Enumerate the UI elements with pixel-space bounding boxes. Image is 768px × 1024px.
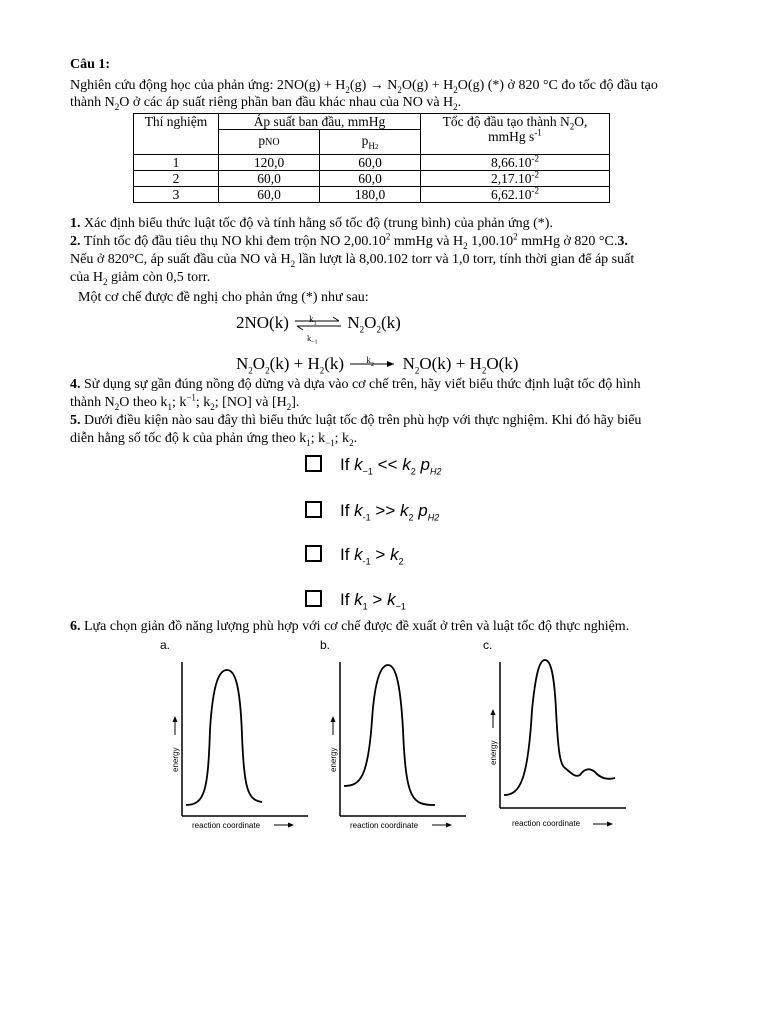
energy-curve (186, 670, 262, 805)
y-axis-label: energy (329, 747, 338, 772)
question-5-line-1: 5. Dưới điều kiện nào sau đây thì biểu thức luật tốc độ trên phù hợp với thực nghiệm. Khi đó hãy biểu (70, 413, 642, 428)
x-axis-label: reaction coordinate (512, 819, 581, 828)
diagram-c-label: c. (483, 638, 493, 652)
y-axis-label: energy (171, 747, 180, 772)
mechanism-step-1: 2NO(k) $k_1$ $k_{-1}$ $N_2O_2(k)$ (236, 313, 401, 346)
checkbox[interactable] (305, 590, 322, 607)
option-1[interactable]: If $k_{-1} << k_2$ $p_{H2}$ (305, 455, 441, 473)
experiment-table (133, 113, 610, 203)
table-row: 2 60,0 60,0 $2,17.10^{-2}$ (134, 171, 610, 187)
question-6: 6. Lựa chọn giản đồ năng lượng phù hợp với cơ chế được đề xuất ở trên và luật tốc độ thực nghiệm. (70, 619, 630, 634)
header-experiment: Thí nghiệm (134, 114, 219, 155)
checkbox[interactable] (305, 545, 322, 562)
question-4-line-1: 4. Sử dụng sự gần đúng nồng độ dừng và dựa vào cơ chế trên, hãy viết biểu thức định luật tốc độ hình (70, 377, 641, 392)
x-axis-label: reaction coordinate (192, 821, 261, 830)
question-1: 1. Xác định biểu thức luật tốc độ và tính hằng số tốc độ (trung bình) của phản ứng (*). (70, 216, 553, 231)
header-pressure: Áp suất ban đầu, mmHg (219, 114, 421, 130)
y-axis-label: energy (489, 740, 498, 765)
question-4-line-2: thành $N_2O$ theo $k_1$; $k^{-1}$; $k_2$; [NO] và $[H_2]$. (70, 392, 300, 412)
question-heading: Câu 1: (70, 57, 111, 72)
intro-line-1: Nghiên cứu động học của phản ứng: $2NO(g) + H_2(g) \to N_2O(g) + H_2O(g)$ (*) ở 820 °C đo tốc độ đầu tạo (70, 78, 658, 95)
energy-curve (344, 665, 435, 805)
question-2: 2. Tính tốc độ đầu tiêu thụ NO khi đem trộn NO 2,00.10$^2$ mmHg và $H_2$ 1,00.10$^2$ mmHg ở 820 °C.3. (70, 231, 628, 251)
question-5-line-2: diễn hằng số tốc độ k của phản ứng theo $k_1$; $k_{-1}$; $k_2$. (70, 431, 358, 448)
option-4[interactable]: If $k_1 > k_{-1}$ (305, 590, 406, 608)
option-3[interactable]: If $k_{-1} > k_2$ (305, 545, 404, 563)
x-axis-label: reaction coordinate (350, 821, 419, 830)
checkbox[interactable] (305, 455, 322, 472)
diagram-a (171, 662, 308, 830)
table-row: 1 120,0 60,0 $8,66.10^{-2}$ (134, 155, 610, 171)
mechanism-intro: Một cơ chế được đề nghị cho phản ứng (*) như sau: (78, 290, 369, 305)
option-2[interactable]: If $k_{-1} >> k_2$ $p_{H2}$ (305, 501, 439, 519)
question-3-line-1: Nếu ở 820°C, áp suất đầu của NO và $H_2$ lần lượt là 8,00.102 torr và 1,0 torr, tính thời gian để áp suất (70, 252, 635, 269)
header-ph2: $p_{H2}$ (320, 130, 421, 155)
intro-line-2: thành $N_2O$ ở các áp suất riêng phần ban đầu khác nhau của NO và $H_2$. (70, 95, 462, 112)
diagram-b-label: b. (320, 638, 331, 652)
equilibrium-arrow: $k_1$ $k_{-1}$ (293, 313, 343, 333)
diagram-c (489, 660, 626, 828)
mechanism-step-2: $N_2O_2(k) + H_2(k)$ $k_2$ $N_2O(k) + H_2O(k)$ (236, 354, 519, 376)
diagram-a-label: a. (160, 638, 171, 652)
checkbox[interactable] (305, 501, 322, 518)
question-3-line-2: của $H_2$ giảm còn 0,5 torr. (70, 270, 211, 287)
energy-curve (504, 660, 615, 795)
diagram-b (329, 662, 466, 830)
header-rate: Tốc độ đầu tạo thành $N_2O$, mmHg $s^{-1}$ (421, 114, 610, 155)
table-row: 3 60,0 180,0 $6,62.10^{-2}$ (134, 187, 610, 203)
header-pno: pNO (219, 130, 320, 155)
energy-diagrams (160, 650, 630, 840)
forward-arrow: $k_2$ (348, 354, 398, 374)
